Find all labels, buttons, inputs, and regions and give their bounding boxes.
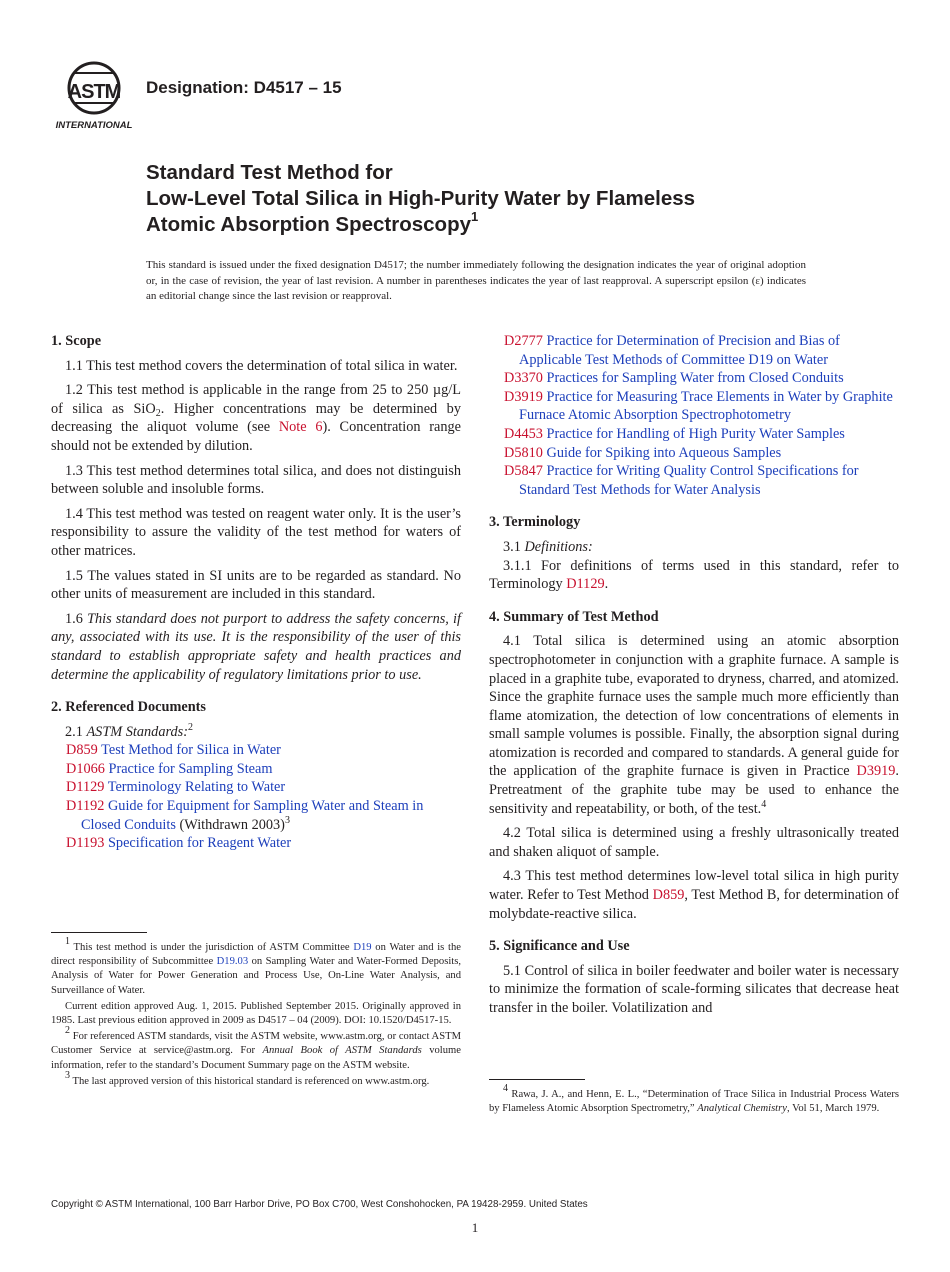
reference-title-link[interactable]: Guide for Spiking into Aqueous Samples bbox=[546, 444, 782, 461]
reference-code-link[interactable]: D1193 bbox=[66, 835, 105, 852]
para-1-3: 1.3 This test method determines total silica, and does not distinguish between soluble and insoluble forms. bbox=[51, 462, 461, 498]
reference-item bbox=[51, 834, 461, 853]
reference-code-link[interactable]: D859 bbox=[66, 742, 98, 759]
reference-item bbox=[489, 425, 899, 444]
section-referenced-documents-cont bbox=[489, 332, 899, 499]
reference-code-link[interactable]: D1129 bbox=[66, 779, 105, 796]
footnote-1: 1 This test method is under the jurisdiction of ASTM Committee D19 on Water and is the direct responsibility of Subcommittee D19.03 on Sampling Water and Water-Formed Deposits, Analysis of Water for Power Generation and Process Use, On-Line Water Analysis, and Surveillance of Water. bbox=[51, 936, 461, 996]
title-footnote-mark[interactable]: 1 bbox=[471, 209, 479, 224]
reference-title-link[interactable]: Practice for Determination of Precision and Bias of Applicable Test Methods of Committee D19 on Water bbox=[519, 333, 840, 368]
reference-title-link[interactable]: Practices for Sampling Water from Closed Conduits bbox=[546, 370, 844, 387]
logo-text: ASTM bbox=[67, 81, 121, 103]
d19-link[interactable]: D19 bbox=[353, 942, 372, 953]
title-line-1: Standard Test Method for bbox=[146, 161, 393, 184]
reference-item bbox=[51, 778, 461, 797]
section-referenced-documents bbox=[51, 698, 461, 853]
reference-code-link[interactable]: D1066 bbox=[66, 760, 105, 777]
reference-title-link[interactable]: Guide for Equipment for Sampling Water and Steam in Closed Conduits bbox=[81, 798, 424, 833]
para-1-4: 1.4 This test method was tested on reagent water only. It is the user’s responsibility to assure the validity of the test method for waters of other matrices. bbox=[51, 505, 461, 559]
reference-code-link[interactable]: D5847 bbox=[504, 463, 543, 480]
logo-subtext: INTERNATIONAL bbox=[55, 120, 133, 131]
reference-title-link[interactable]: Practice for Handling of High Purity Water Samples bbox=[546, 425, 845, 442]
designation: Designation: D4517 – 15 bbox=[146, 78, 342, 97]
right-column bbox=[489, 332, 899, 1032]
footnote-rule bbox=[51, 932, 147, 933]
reference-list-left bbox=[51, 741, 461, 853]
footnotes-left bbox=[51, 932, 461, 1091]
footnote-3: 3 The last approved version of this historical standard is referenced on www.astm.org. bbox=[65, 1069, 430, 1087]
refdocs-heading: 2. Referenced Documents bbox=[51, 699, 206, 716]
footnotes-right bbox=[489, 1079, 899, 1118]
reference-extra: (Withdrawn 2003) bbox=[175, 816, 285, 833]
footnote-rule bbox=[489, 1079, 585, 1080]
d859-link[interactable]: D859 bbox=[652, 887, 685, 904]
para-5-1: 5.1 Control of silica in boiler feedwater and boiler water is necessary to minimize the formation of scale-forming silicates that decrease heat transfer in the boiler. Volatilization and bbox=[489, 962, 899, 1016]
reference-code-link[interactable]: D3919 bbox=[504, 388, 543, 405]
reference-item bbox=[489, 332, 899, 369]
para-3-1: 3.1 Definitions: bbox=[503, 538, 593, 555]
astm-logo bbox=[52, 58, 136, 134]
reference-item bbox=[489, 462, 899, 499]
d1129-link[interactable]: D1129 bbox=[566, 576, 605, 593]
footnote-2: 2 For referenced ASTM standards, visit the ASTM website, www.astm.org, or contact ASTM Customer Service at service@astm.org. For Annual Book of ASTM Standards volume information, refer to the standard’s Document Summary page on the ASTM website. bbox=[51, 1025, 461, 1071]
reference-code-link[interactable]: D5810 bbox=[504, 444, 543, 461]
section-scope bbox=[51, 332, 461, 684]
para-1-2: 1.2 This test method is applicable in the range from 25 to 250 µg/L of silica as SiO$_2$. Higher concentrations may be determined by decreasing the aliquot volume (see Note 6). Concentration range should not be extended by dilution. bbox=[51, 382, 462, 454]
reference-title-link[interactable]: Specification for Reagent Water bbox=[107, 835, 292, 852]
reference-item bbox=[51, 797, 461, 834]
withdrawn-footnote-mark[interactable]: 3 bbox=[284, 814, 290, 826]
para-1-1: 1.1 This test method covers the determination of total silica in water. bbox=[65, 357, 458, 374]
scope-heading: 1. Scope bbox=[51, 333, 102, 349]
note-6-link[interactable]: Note 6 bbox=[278, 419, 323, 436]
reference-title-link[interactable]: Terminology Relating to Water bbox=[107, 779, 286, 796]
para-1-6: 1.6 This standard does not purport to address the safety concerns, if any, associated with its use. It is the responsibility of the user of this standard to establish appropriate safety and health practices and determine the applicability of regulatory limitations prior to use. bbox=[51, 610, 462, 683]
page-number: 1 bbox=[471, 1220, 479, 1235]
para-3-1-1: 3.1.1 For definitions of terms used in this standard, refer to Terminology D1129. bbox=[489, 557, 899, 593]
para-4-3: 4.3 This test method determines low-level total silica in high purity water. Refer to Test Method D859, Test Method B, for determination of molybdate-reactive silica. bbox=[489, 868, 899, 922]
reference-item bbox=[489, 369, 899, 388]
footnote-1-edition: Current edition approved Aug. 1, 2015. Published September 2015. Originally approved in 1985. Last previous edition approved in 2009 as D4517 – 04 (2009). DOI: 10.1520/D4517-15. bbox=[51, 1000, 461, 1027]
reference-title-link[interactable]: Practice for Measuring Trace Elements in Water by Graphite Furnace Atomic Absorption Spectrophotometry bbox=[519, 388, 893, 424]
para-4-1: 4.1 Total silica is determined using an atomic absorption spectrophotometer in conjunction with a graphite furnace. A sample is placed in a graphite tube, evaporated to dryness, charred, and atomized. Since the graphite furnace uses the sample much more efficiently than flame atomization, the detection of low concentrations of elements in small sample volumes is possible. Finally, the absorption signal during atomization is recorded and compared to standards. A general guide for the application of the graphite furnace is given in Practice D3919. Pretreatment of the graphite tube may be used to enhance the sensitivity and repeatability, or both, of the test.$^4$ bbox=[489, 633, 899, 817]
reference-title-link[interactable]: Practice for Sampling Steam bbox=[108, 760, 273, 777]
reference-list-right bbox=[489, 332, 899, 499]
reference-code-link[interactable]: D4453 bbox=[504, 425, 543, 442]
copyright: Copyright © ASTM International, 100 Barr Harbor Drive, PO Box C700, West Conshohocken, PA 19428-2959. United States bbox=[51, 1199, 588, 1210]
reference-title-link[interactable]: Practice for Writing Quality Control Specifications for Standard Test Methods for Water Analysis bbox=[519, 463, 859, 498]
terminology-heading: 3. Terminology bbox=[489, 514, 581, 531]
section-summary bbox=[489, 608, 899, 924]
section-terminology bbox=[489, 513, 899, 593]
intro-note: This standard is issued under the fixed designation D4517; the number immediately following the designation indicates the year of original adoption or, in the case of revision, the year of last revision. A number in parentheses indicates the year of last reapproval. A superscript epsilon (ε) indicates an editorial change since the last revision or reapproval. bbox=[146, 259, 806, 303]
d19-03-link[interactable]: D19.03 bbox=[216, 956, 249, 968]
d3919-link[interactable]: D3919 bbox=[856, 763, 896, 780]
left-column bbox=[51, 332, 461, 867]
reference-code-link[interactable]: D1192 bbox=[66, 798, 105, 815]
significance-heading: 5. Significance and Use bbox=[489, 938, 630, 955]
para-4-2: 4.2 Total silica is determined using a freshly ultrasonically treated and shaken aliquot of sample. bbox=[489, 825, 899, 860]
para-2-1: 2.1 ASTM Standards:$^2$ bbox=[65, 721, 193, 740]
reference-title-link[interactable]: Test Method for Silica in Water bbox=[101, 742, 281, 759]
reference-item bbox=[51, 741, 461, 760]
title-line-3: Atomic Absorption Spectroscopy bbox=[146, 213, 471, 236]
summary-heading: 4. Summary of Test Method bbox=[489, 608, 659, 625]
section-significance bbox=[489, 937, 899, 1017]
reference-item bbox=[489, 444, 899, 463]
reference-code-link[interactable]: D3370 bbox=[504, 370, 543, 387]
para-1-5: 1.5 The values stated in SI units are to be regarded as standard. No other units of measurement are included in this standard. bbox=[51, 567, 461, 603]
title-line-2: Low-Level Total Silica in High-Purity Water by Flameless bbox=[146, 187, 696, 210]
reference-item bbox=[489, 388, 899, 425]
footnote-4: 4 Rawa, J. A., and Henn, E. L., “Determination of Trace Silica in Industrial Process Waters by Flameless Atomic Absorption Spectrometry,” Analytical Chemistry, Vol 51, March 1979. bbox=[489, 1083, 899, 1115]
document-title bbox=[146, 160, 866, 238]
reference-code-link[interactable]: D2777 bbox=[504, 333, 543, 349]
reference-item bbox=[51, 760, 461, 779]
